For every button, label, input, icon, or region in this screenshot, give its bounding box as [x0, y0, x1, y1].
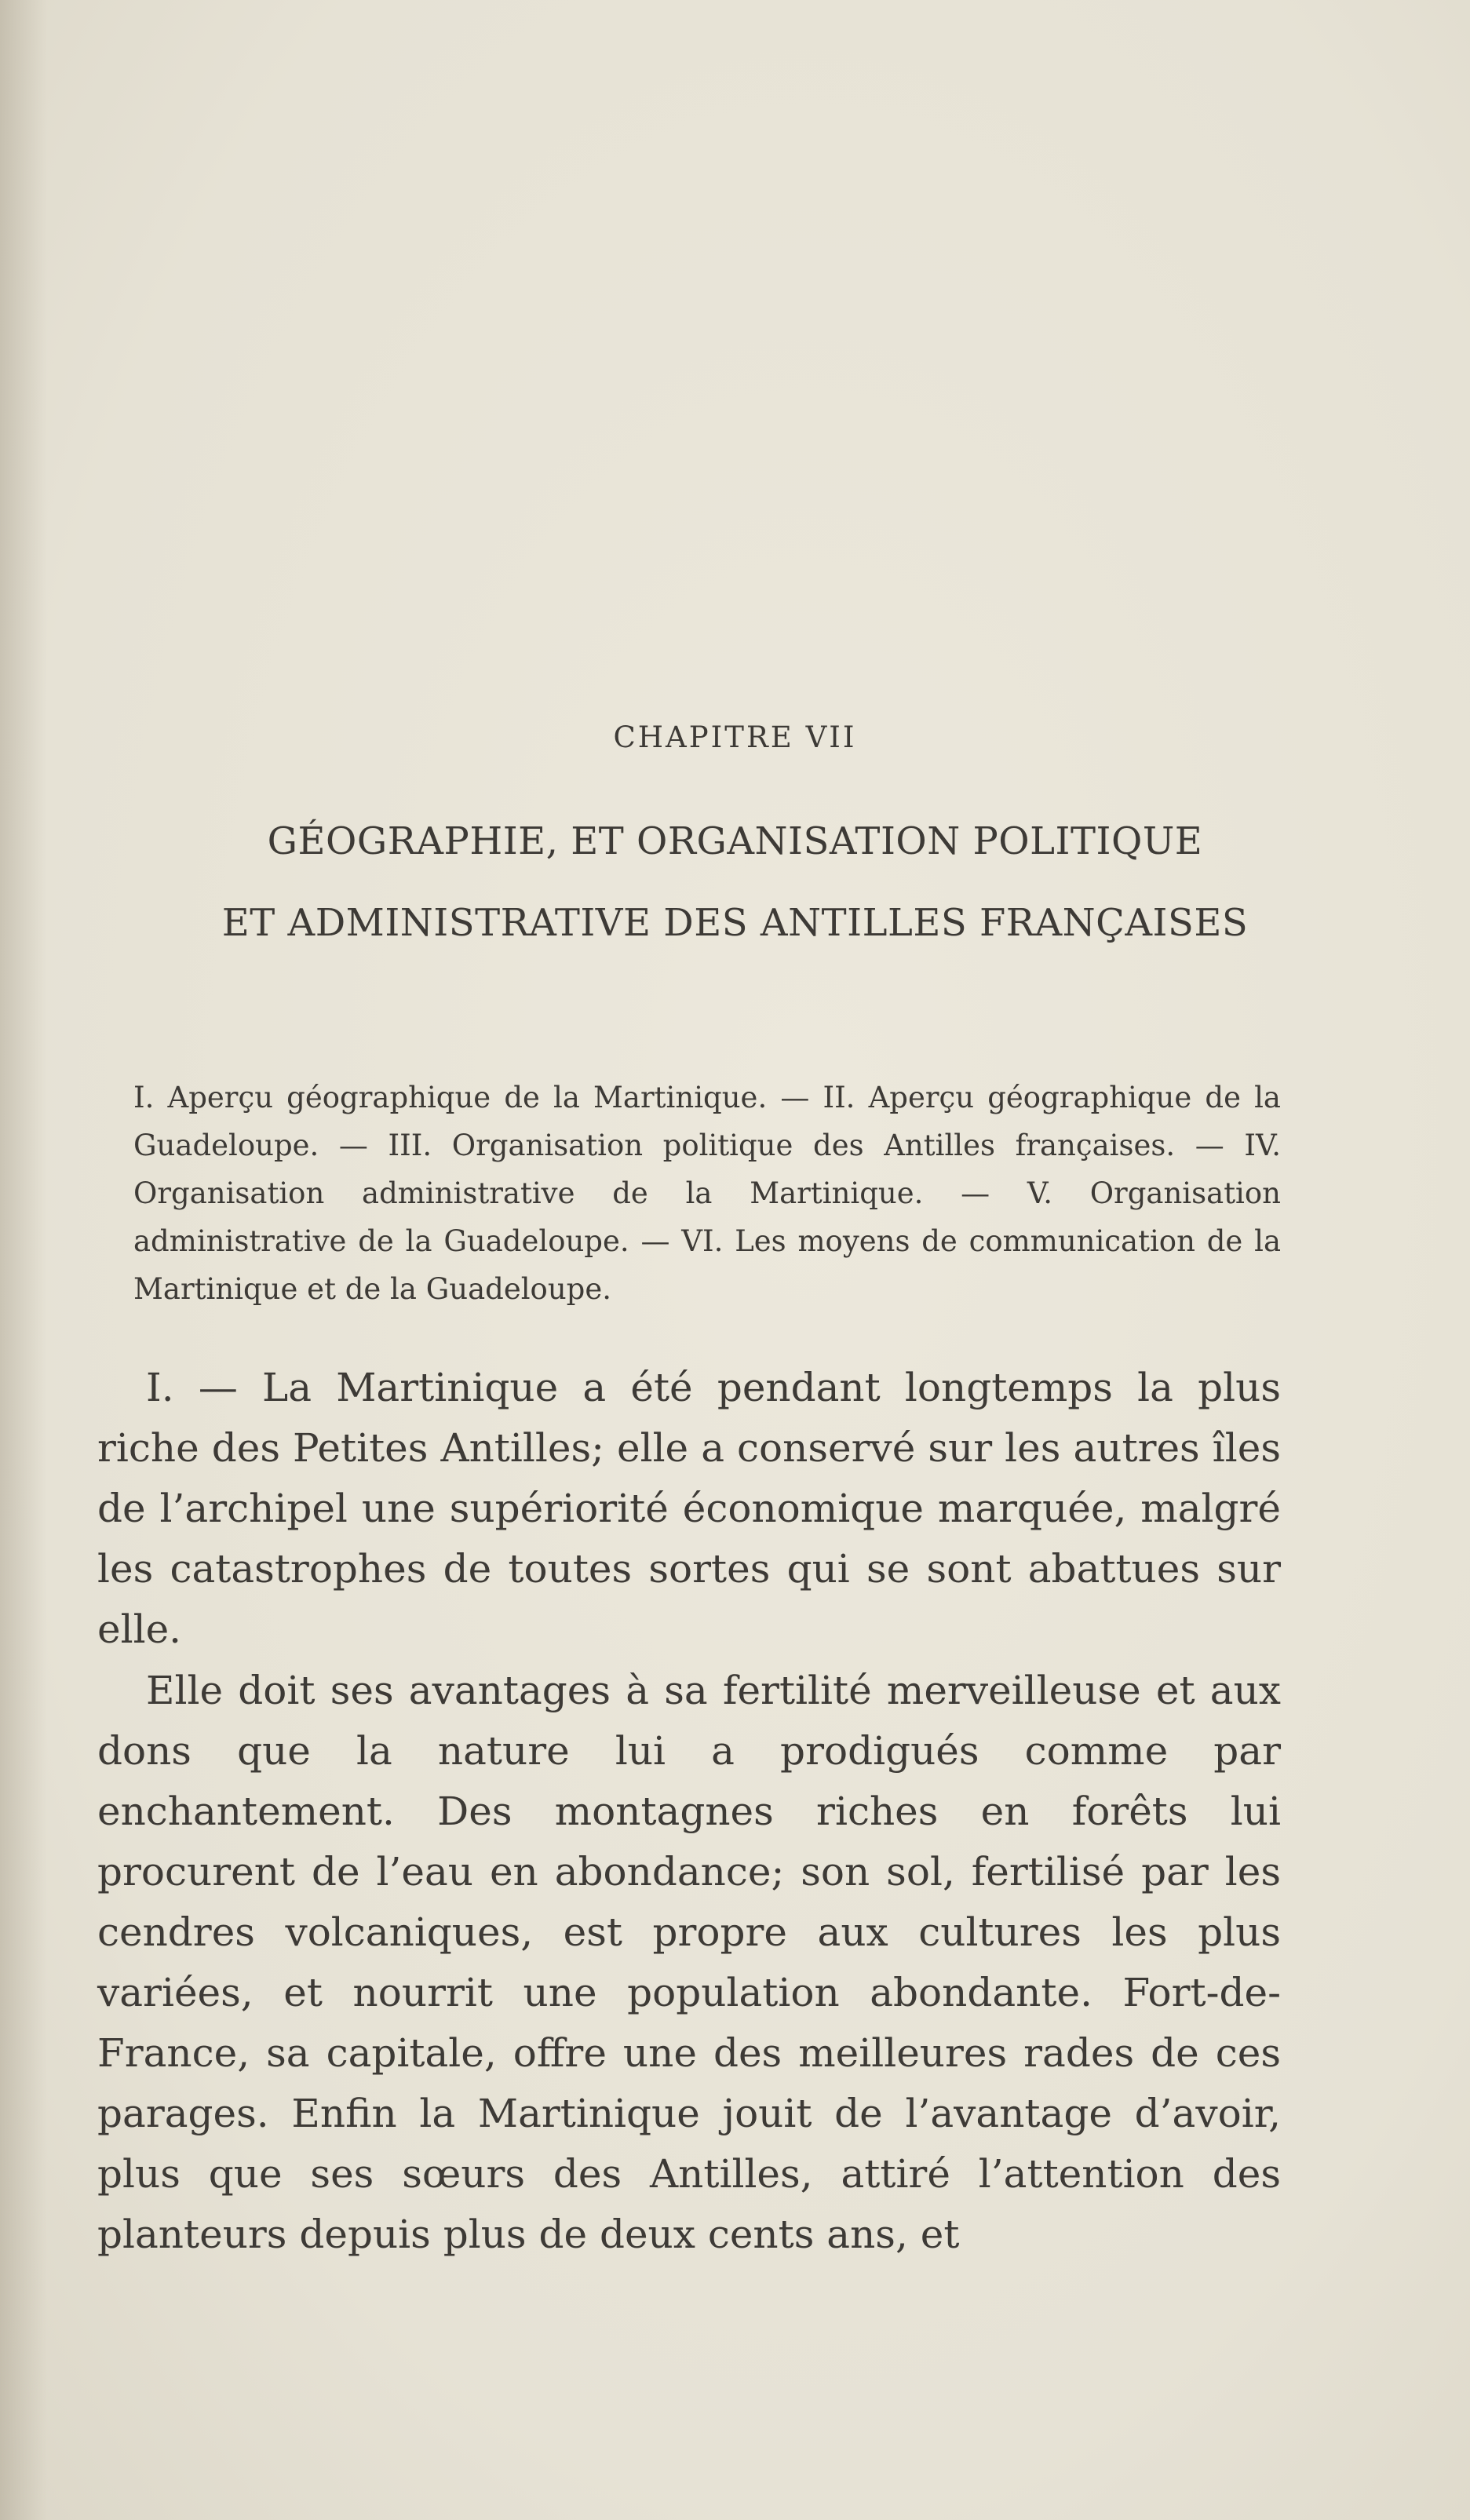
chapter-label: CHAPITRE VII — [613, 720, 857, 754]
chapter-summary: I. Aperçu géographique de la Martinique. — II. Aperçu géographique de la Guadeloupe. — III. Organisation politique des Antilles françaises. — IV. Organisation administrative de la Martinique. — V. Organisation administrative de la Guadeloupe. — VI. Les moyens de communication de la Martinique et de la Guadeloupe. — [133, 1081, 1281, 1306]
chapter-title-line-2: ET ADMINISTRATIVE DES ANTILLES FRANÇAISES — [221, 901, 1249, 945]
body-paragraph-2: Elle doit ses avantages à sa fertilité merveilleuse et aux dons que la nature lui a prodigués comme par enchantement. Des montagnes riches en forêts lui procurent de l’eau en abondance; son sol, fertilisé par les cendres volcaniques, est propre aux cultures les plus variées, et nourrit une population abondante. Fort-de-France, sa capitale, offre une des meilleures rades de ces parages. Enfin la Martinique jouit de l’avantage d’avoir, plus que ses sœurs des Antilles, attiré l’attention des planteurs depuis plus de deux cents ans, et — [97, 1668, 1281, 2257]
chapter-title-line-1: GÉOGRAPHIE, ET ORGANISATION POLITIQUE — [267, 819, 1203, 863]
body-paragraph-1: I. — La Martinique a été pendant longtemps la plus riche des Petites Antilles; elle a conservé sur les autres îles de l’archipel une supériorité économique marquée, malgré les catastrophes de toutes sortes qui se sont abattues sur elle. — [97, 1365, 1281, 1652]
page-gutter-shadow — [0, 0, 47, 2520]
